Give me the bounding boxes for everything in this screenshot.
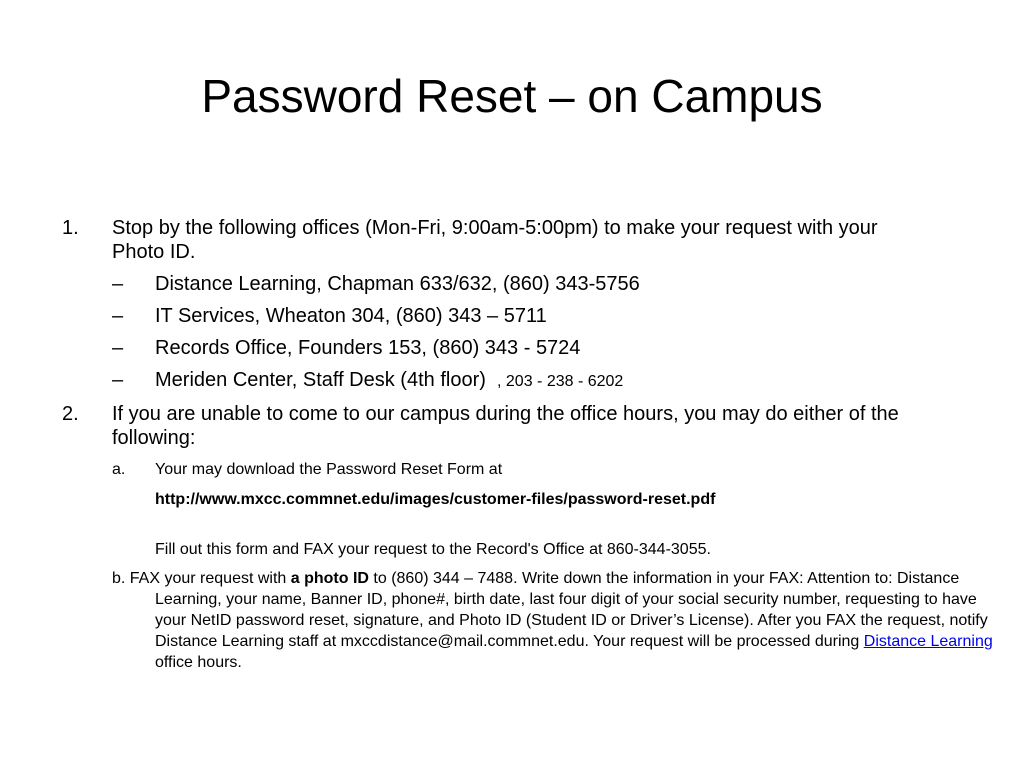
- option-b-prefix: b. FAX your request with: [112, 570, 291, 587]
- dash-bullet: –: [112, 273, 124, 295]
- option-b-suffix: office hours.: [155, 654, 242, 671]
- form-url: http://www.mxcc.commnet.edu/images/customer-files/password-reset.pdf: [155, 491, 716, 508]
- office-item: [62, 336, 962, 360]
- option-b-body: to (860) 344 – 7488. Write down the information in your FAX: Attention to: Distance Learning, your name, Banner ID, phone#, birth date, last four digit of your social security number, requesting to have your NetID password reset, signature, and Photo ID (Student ID or Driver’s License). After you FAX the request, notify Distance Learning staff at mxccdistance@mail.commnet.edu. Your request will be processed during: [155, 570, 988, 650]
- fax-instruction: Fill out this form and FAX your request to the Record's Office at 860-344-3055.: [155, 541, 711, 558]
- office-text: [155, 368, 962, 394]
- office-phone: , 203 - 238 - 6202: [497, 373, 624, 390]
- dash-bullet: –: [112, 305, 124, 327]
- list-number-2: 2.: [62, 403, 79, 425]
- slide-title: Password Reset – on Campus: [201, 70, 823, 122]
- office-text: Records Office, Founders 153, (860) 343 - 5724: [155, 337, 581, 359]
- photo-id-emphasis: a photo ID: [290, 570, 369, 587]
- option-b: [112, 568, 995, 673]
- dash-bullet: –: [112, 337, 124, 359]
- option-a-text: Your may download the Password Reset Form at: [155, 461, 503, 478]
- list-number-1: 1.: [62, 217, 79, 239]
- distance-learning-link[interactable]: Distance Learning: [863, 633, 993, 650]
- list-item-1: [62, 216, 962, 264]
- option-a: [62, 460, 962, 480]
- dash-bullet: –: [112, 369, 124, 391]
- option-a-marker: a.: [112, 461, 126, 478]
- office-item: [62, 304, 962, 328]
- office-item: [62, 272, 962, 296]
- office-item: [62, 368, 962, 394]
- list-item-2: [62, 402, 962, 450]
- list-item-2-text: If you are unable to come to our campus during the office hours, you may do either of the following:: [112, 403, 899, 449]
- office-name: Meriden Center, Staff Desk (4th floor): [155, 369, 486, 391]
- slide-content: [62, 216, 993, 673]
- office-text: IT Services, Wheaton 304, (860) 343 – 5711: [155, 305, 547, 327]
- office-text: Distance Learning, Chapman 633/632, (860) 343-5756: [155, 273, 640, 295]
- list-item-1-text: Stop by the following offices (Mon-Fri, 9:00am-5:00pm) to make your request with your Photo ID.: [112, 217, 878, 263]
